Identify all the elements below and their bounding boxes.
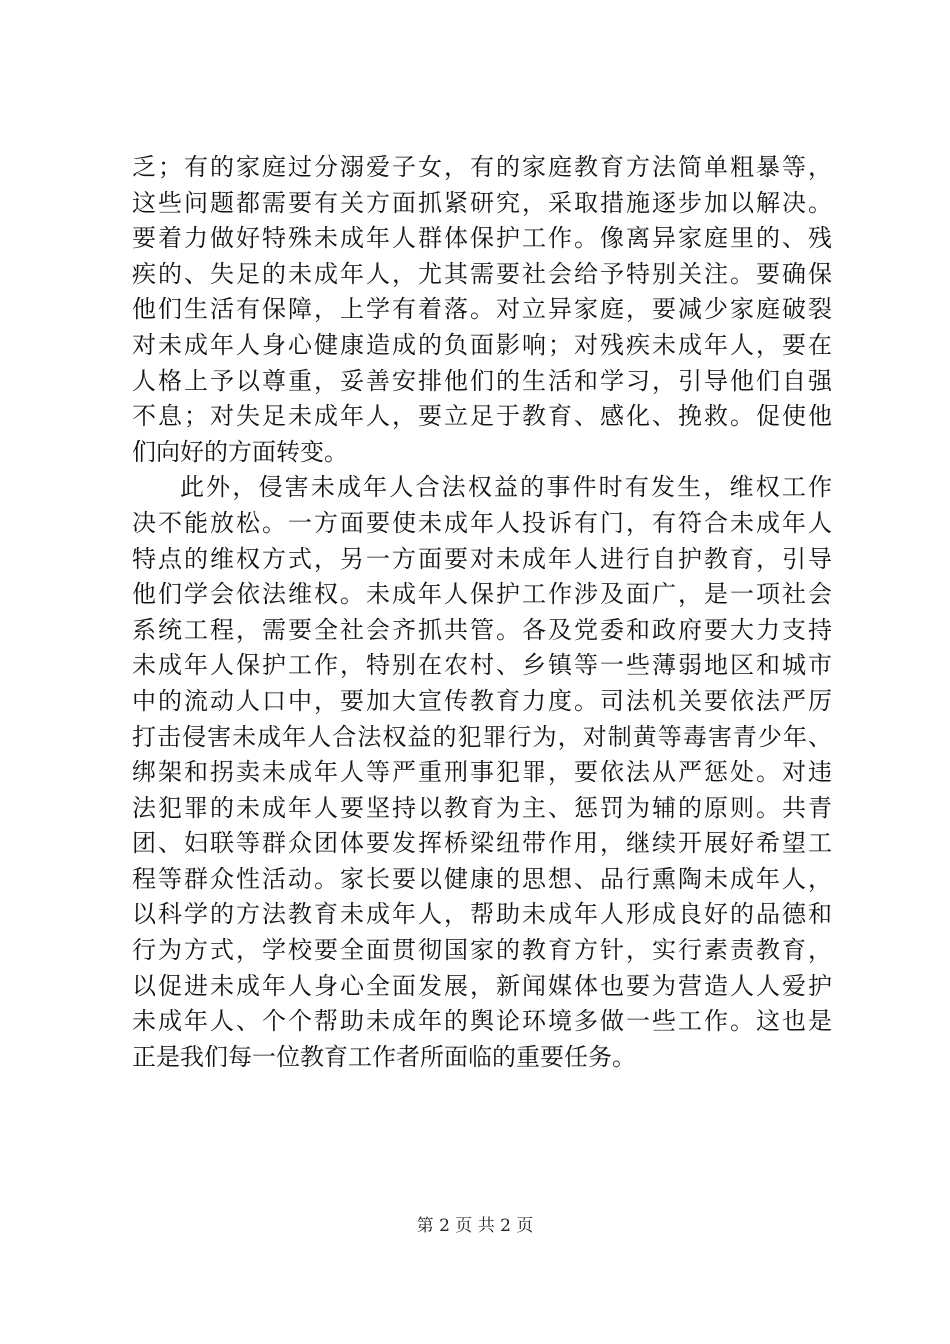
text-line: 疾的、失足的未成年人，尤其需要社会给予特别关注。要确保 [132,259,832,288]
text-line: 以科学的方法教育未成年人，帮助未成年人形成良好的品德和 [132,900,832,929]
text-line: 法犯罪的未成年人要坚持以教育为主、惩罚为辅的原则。共青 [132,793,832,822]
text-line: 这些问题都需要有关方面抓紧研究，采取措施逐步加以解决。 [132,188,832,217]
body-text [132,150,832,1075]
text-line: 团、妇联等群众团体要发挥桥梁纽带作用，继续开展好希望工 [132,829,832,858]
text-line: 未成年人、个个帮助未成年的舆论环境多做一些工作。这也是 [132,1007,832,1036]
text-line: 乏；有的家庭过分溺爱子女，有的家庭教育方法简单粗暴等， [132,153,832,181]
text-line: 决不能放松。一方面要使未成年人投诉有门，有符合未成年人 [132,508,832,537]
text-line: 特点的维权方式，另一方面要对未成年人进行自护教育，引导 [132,544,832,573]
text-line: 打击侵害未成年人合法权益的犯罪行为，对制黄等毒害青少年、 [132,722,832,751]
text-line: 对未成年人身心健康造成的负面影响；对残疾未成年人，要在 [132,330,832,359]
text-line: 要着力做好特殊未成年人群体保护工作。像离异家庭里的、残 [132,224,832,253]
text-line: 不息；对失足未成年人，要立足于教育、感化、挽救。促使他 [132,402,832,431]
text-line: 此外，侵害未成年人合法权益的事件时有发生，维权工作 [180,473,832,502]
page-footer: 第 2 页 共 2 页 [416,1216,534,1236]
text-line: 程等群众性活动。家长要以健康的思想、品行熏陶未成年人， [132,864,832,893]
text-line: 以促进未成年人身心全面发展，新闻媒体也要为营造人人爱护 [132,971,832,1000]
text-line: 他们生活有保障，上学有着落。对立异家庭，要减少家庭破裂 [132,295,832,324]
text-line: 系统工程，需要全社会齐抓共管。各及党委和政府要大力支持 [132,615,832,644]
text-line: 绑架和拐卖未成年人等严重刑事犯罪，要依法从严惩处。对违 [132,758,832,787]
text-line: 正是我们每一位教育工作者所面临的重要任务。 [132,1042,636,1071]
text-line: 未成年人保护工作，特别在农村、乡镇等一些薄弱地区和城市 [132,651,832,680]
paragraph [132,150,832,470]
text-line: 人格上予以尊重，妥善安排他们的生活和学习，引导他们自强 [132,366,832,395]
text-line: 行为方式，学校要全面贯彻国家的教育方针，实行素责教育， [132,936,832,965]
text-line: 他们学会依法维权。未成年人保护工作涉及面广，是一项社会 [132,580,832,609]
paragraph [132,470,832,1075]
text-line: 中的流动人口中，要加大宣传教育力度。司法机关要依法严厉 [132,686,832,715]
text-line: 们向好的方面转变。 [132,437,348,466]
